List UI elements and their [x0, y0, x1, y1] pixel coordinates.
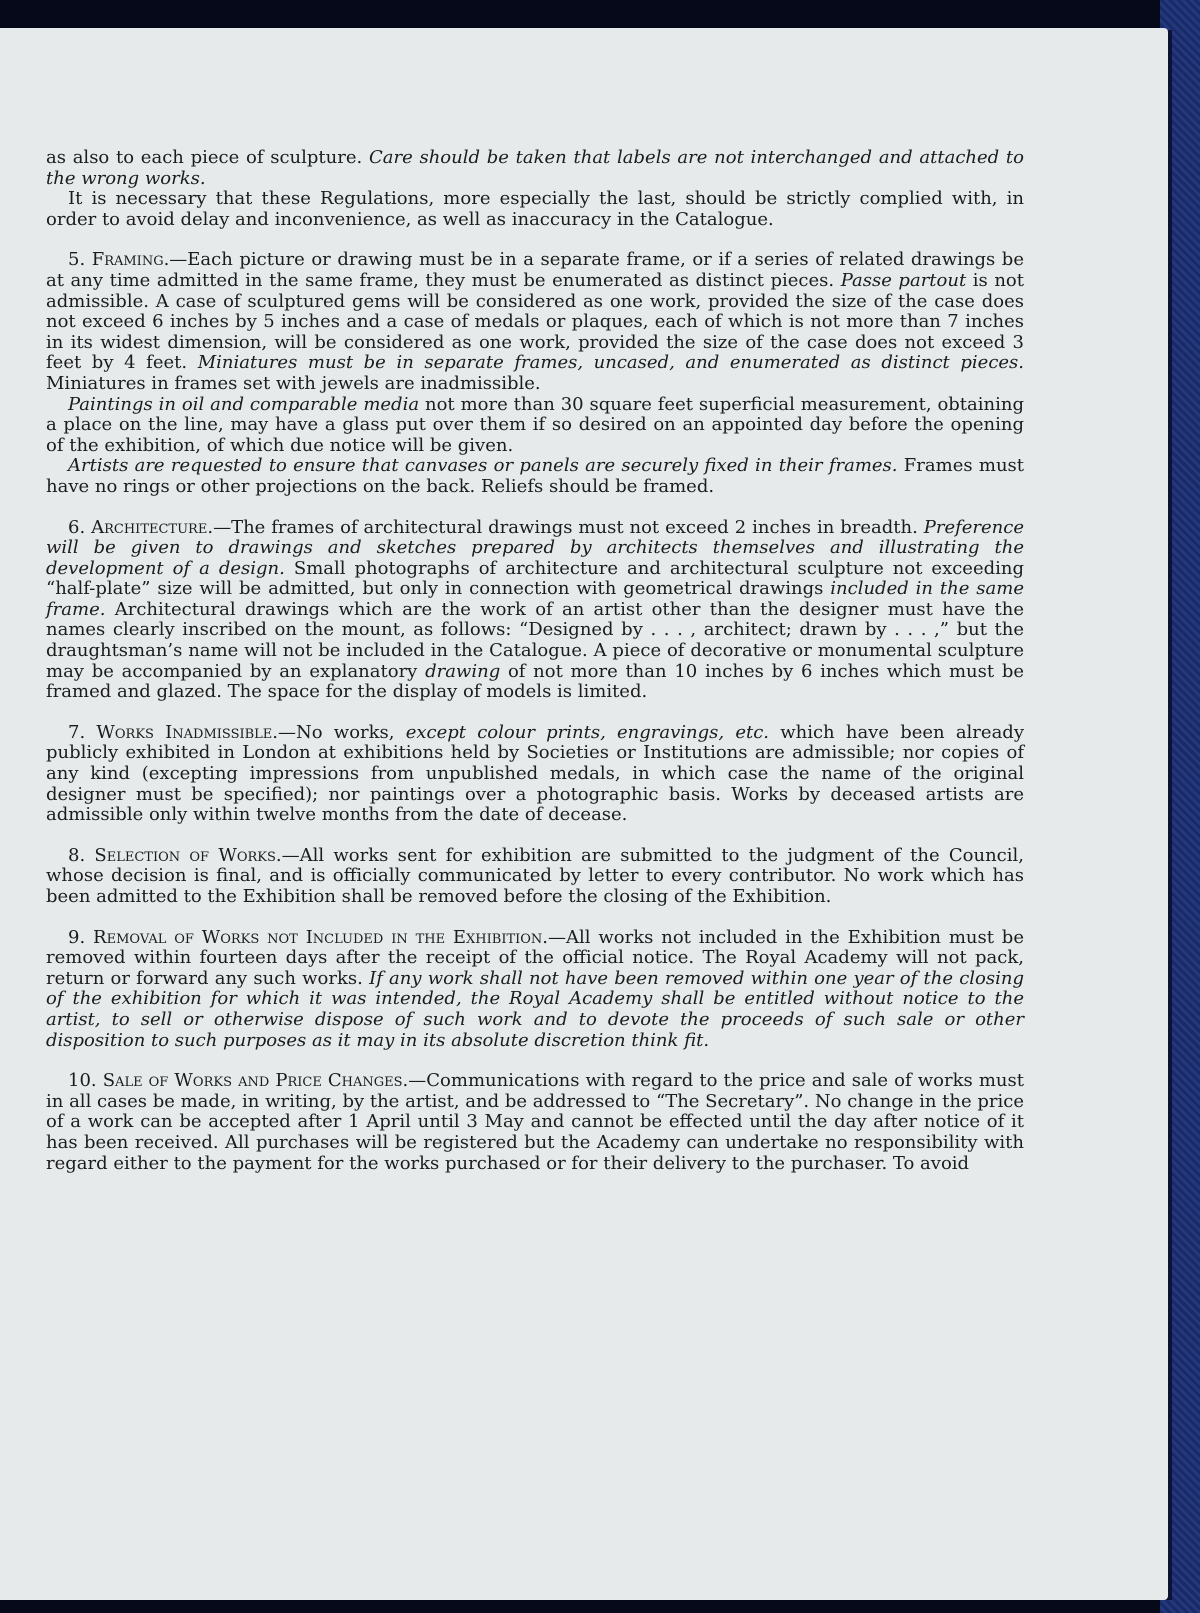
section-5-framing: 5. Framing.—Each picture or drawing must be in a separate frame, or if a series of related drawings be at any time admitted in the same frame, they must be enumerated as distinct pieces. Passe partout is not admissible. A case of sculptured gems will be considered as one work, provided the size of the case does not exceed 6 inches by 5 inches and a case of medals or plaques, each of which is not more than 7 inches in its widest dimension, will be considered as one work, provided the size of the case does not exceed 3 feet by 4 feet. Miniatures must be in separate frames, uncased, and enumerated as distinct pieces. Miniatures in frames set with jewels are inadmissible.	[46, 249, 1025, 394]
section-10-sale-of-works: 10. Sale of Works and Price Changes.—Communications with regard to the price and sale of works must in all cases be made, in writing, by the artist, and be addressed to “The Secretary”. No change in the price of a work can be accepted after 1 April until 3 May and cannot be effected until the day after notice of it has been received. All purchases will be registered but the Academy can undertake no responsibility with regard either to the payment for the works purchased or for their delivery to the purchaser. To avoid	[46, 1070, 1024, 1174]
regulations-text	[46, 148, 1024, 1174]
section-heading: Architecture.	[91, 516, 214, 538]
section-7-works-inadmissible: 7. Works Inadmissible.—No works, except colour prints, engravings, etc. which have been already publicly exhibited in London at exhibitions held by Societies or Institutions are admissible; nor copies of any kind (excepting impressions from unpublished medals, in which case the name of the original designer must be specified); nor paintings over a photographic basis. Works by deceased artists are admissible only within twelve months from the date of decease.	[46, 721, 1024, 826]
intro-paragraph-1: as also to each piece of sculpture. Care should be taken that labels are not interchanged and attached to the wrong works.	[46, 147, 1024, 189]
section-6-architecture: 6. Architecture.—The frames of architectural drawings must not exceed 2 inches in breadth. Preference will be given to drawings and sketches prepared by architects themselves and illustrating the development of a design. Small photographs of architecture and architectural sculpture not exceeding “half-plate” size will be admitted, but only in connection with geometrical drawings included in the same frame. Architectural drawings which are the work of an artist other than the designer must have the names clearly inscribed on the mount, as follows: “Designed by . . . , architect; drawn by . . . ,” but the draughtsman’s name will not be included in the Catalogue. A piece of decorative or monumental sculpture may be accompanied by an explanatory drawing of not more than 10 inches by 6 inches which must be framed and glazed. The space for the display of models is limited.	[46, 516, 1024, 703]
section-5-paragraph-2: Paintings in oil and comparable media not more than 30 square feet superficial measurement, obtaining a place on the line, may have a glass put over them if so desired on an appointed day before the opening of the exhibition, of which due notice will be given.	[46, 393, 1024, 456]
section-8-selection-of-works: 8. Selection of Works.—All works sent for exhibition are submitted to the judgment of the Council, whose decision is final, and is officially communicated by letter to every contributor. No work which has been admitted to the Exhibition shall be removed before the closing of the Exhibition.	[46, 844, 1024, 907]
section-5-paragraph-3: Artists are requested to ensure that canvases or panels are securely fixed in their frames. Frames must have no rings or other projections on the back. Reliefs should be framed.	[46, 455, 1025, 497]
section-heading: Removal of Works not Included in the Exhibition.	[93, 926, 549, 948]
section-heading: Works Inadmissible.	[96, 721, 279, 743]
section-9-removal-of-works: 9. Removal of Works not Included in the Exhibition.—All works not included in the Exhibition must be removed within fourteen days after the receipt of the official notice. The Royal Academy will not pack, return or forward any such works. If any work shall not have been removed within one year of the closing of the exhibition for which it was intended, the Royal Academy shall be entitled without notice to the artist, to sell or otherwise dispose of such work and to devote the proceeds of such sale or other disposition to such purposes as it may in its absolute discretion think fit.	[46, 926, 1024, 1051]
section-heading: Framing.	[91, 249, 170, 271]
section-heading: Sale of Works and Price Changes.	[102, 1070, 409, 1092]
intro-paragraph-2: It is necessary that these Regulations, more especially the last, should be strictly complied with, in order to avoid delay and inconvenience, as well as inaccuracy in the Catalogue.	[46, 188, 1024, 230]
section-heading: Selection of Works.	[94, 844, 282, 866]
